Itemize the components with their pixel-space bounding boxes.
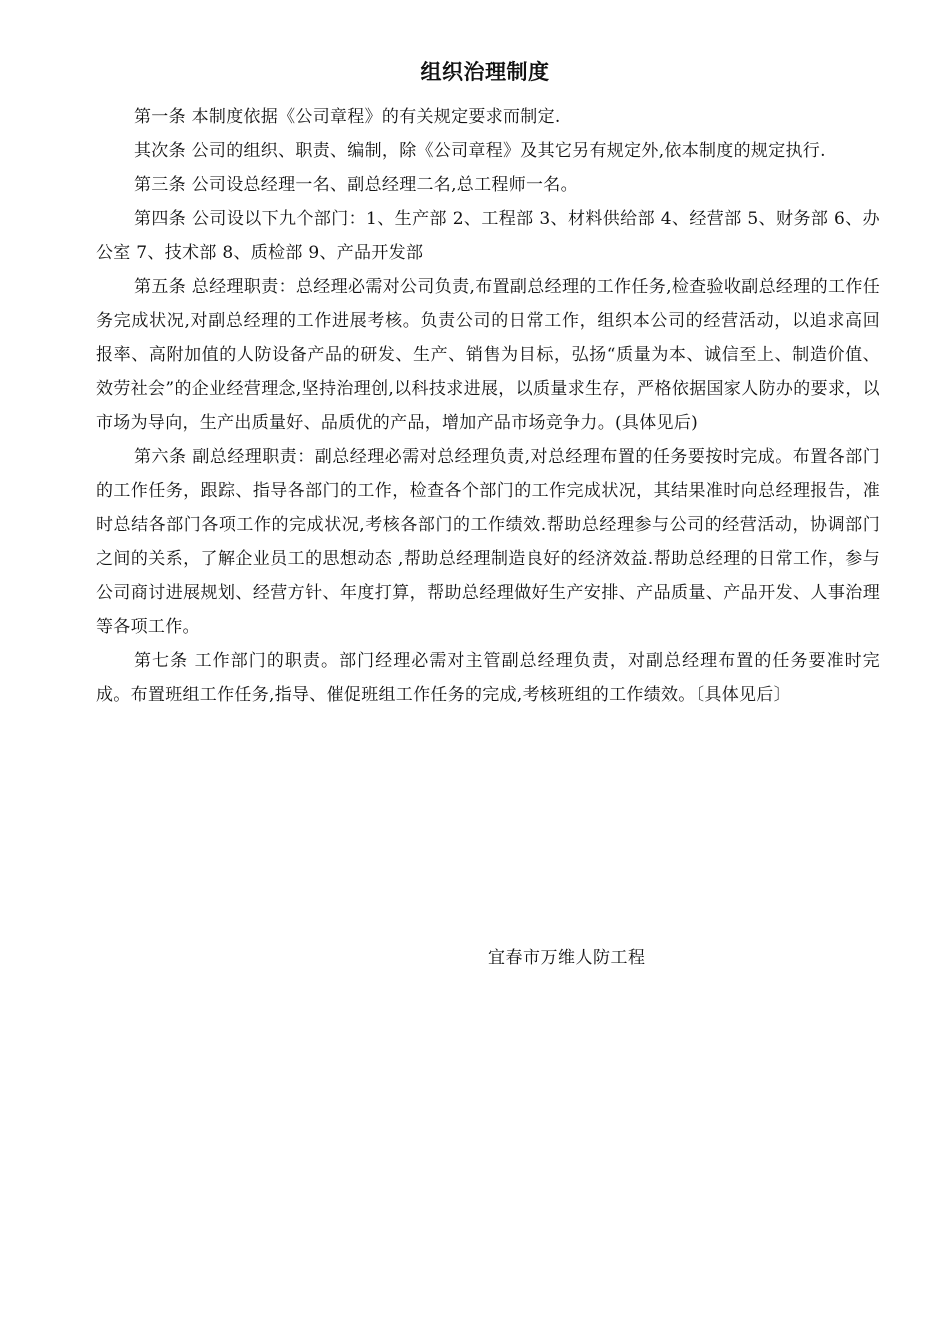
article-5: 第五条 总经理职责：总经理必需对公司负责,布置副总经理的工作任务,检查验收副总经理的工作任务完成状况,对副总经理的工作进展考核。负责公司的日常工作，组织本公司的经营活动，以追求高回报率、高附加值的人防设备产品的研发、生产、销售为目标，弘扬“质量为本、诚信至上、制造价值、效劳社会”的企业经营理念,坚持治理创,以科技求进展，以质量求生存，严格依据国家人防办的要求，以市场为导向，生产出质量好、品质优的产品，增加产品市场竞争力。(具体见后) <box>96 277 880 433</box>
company-signature: 宜春市万维人防工程 <box>488 948 646 968</box>
article-7: 第七条 工作部门的职责。部门经理必需对主管副总经理负责，对副总经理布置的任务要准时完成。布置班组工作任务,指导、催促班组工作任务的完成,考核班组的工作绩效。〔具体见后〕 <box>96 651 880 705</box>
article-1: 第一条 本制度依据《公司章程》的有关规定要求而制定. <box>134 107 561 127</box>
document-title: 组织治理制度 <box>420 60 550 84</box>
article-2: 其次条 公司的组织、职责、编制，除《公司章程》及其它另有规定外,依本制度的规定执行. <box>134 141 826 161</box>
document-body <box>96 100 880 712</box>
article-4: 第四条 公司设以下九个部门：1、生产部 2、工程部 3、材料供给部 4、经营部 5、财务部 6、办公室 7、技术部 8、质检部 9、产品开发部 <box>96 209 880 263</box>
article-6: 第六条 副总经理职责：副总经理必需对总经理负责,对总经理布置的任务要按时完成。布置各部门的工作任务，跟踪、指导各部门的工作，检查各个部门的工作完成状况，其结果准时向总经理报告，准时总结各部门各项工作的完成状况,考核各部门的工作绩效.帮助总经理参与公司的经营活动，协调部门之间的关系，了解企业员工的思想动态 ,帮助总经理制造良好的经济效益.帮助总经理的日常工作，参与公司商讨进展规划、经营方针、年度打算，帮助总经理做好生产安排、产品质量、产品开发、人事治理等各项工作。 <box>96 447 880 637</box>
article-3: 第三条 公司设总经理一名、副总经理二名,总工程师一名。 <box>134 175 578 195</box>
